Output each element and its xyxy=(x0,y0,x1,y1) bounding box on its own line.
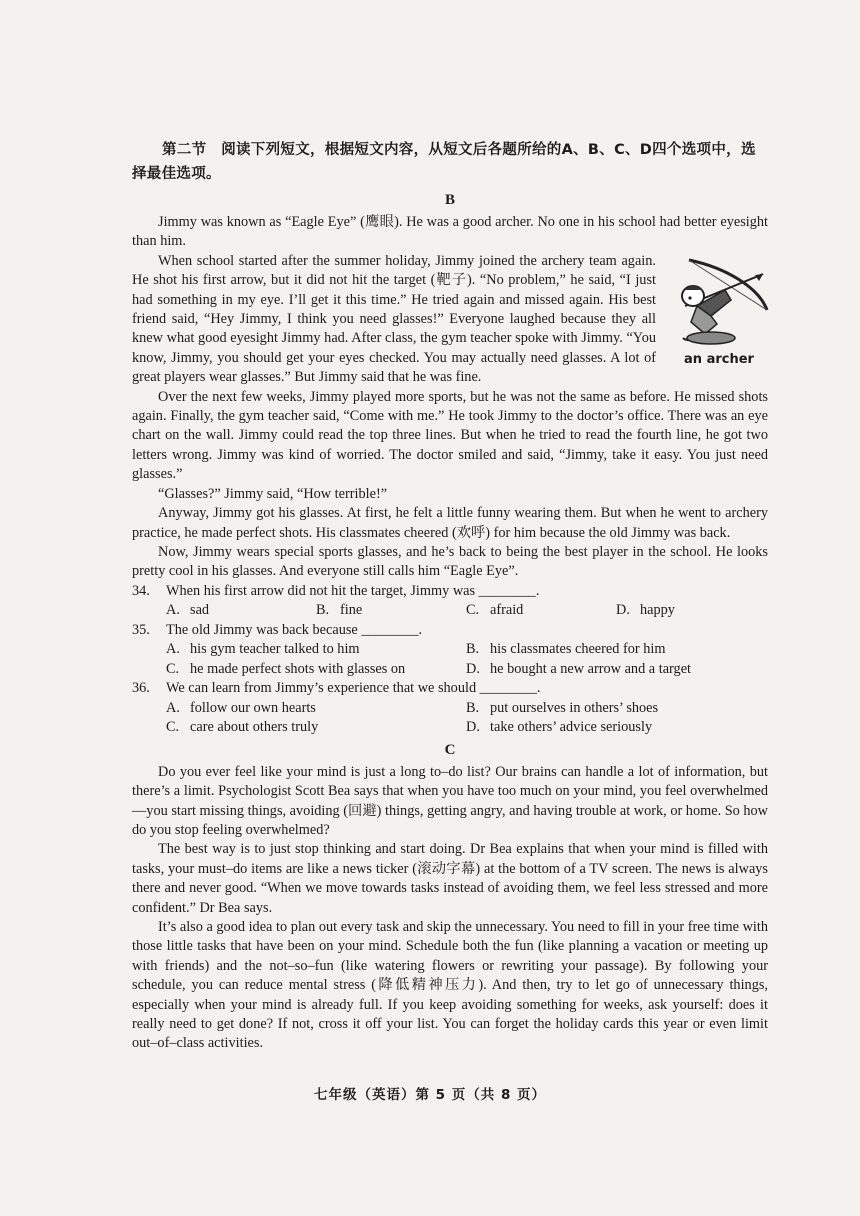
option-a[interactable]: A. follow our own hearts xyxy=(166,699,316,716)
option-b[interactable]: B. fine xyxy=(316,602,363,619)
option-d[interactable]: D. take others’ advice seriously xyxy=(466,719,653,736)
passage-c-label: C xyxy=(444,741,456,758)
archer-icon xyxy=(667,254,771,350)
passage-c-paragraph-1: Do you ever feel like your mind is just a long to–do list? Our brains can handle a lot of information, but there’s a limit. Psychologist Scott Bea says that when you have too much on your mind, you feel overwhelmed—you start missing things, avoiding (回避) things, getting angry, and having trouble at work, or home. So how do you stop feeling overwhelmed? xyxy=(132,763,769,838)
question-stem: We can learn from Jimmy’s experience that we should ________. xyxy=(166,680,541,697)
option-a[interactable]: A. his gym teacher talked to him xyxy=(166,641,360,658)
option-c[interactable]: C. care about others truly xyxy=(166,719,319,736)
option-b[interactable]: B. his classmates cheered for him xyxy=(466,641,666,658)
question-35 xyxy=(132,621,768,680)
question-stem: When his first arrow did not hit the target, Jimmy was ________. xyxy=(166,582,540,599)
archer-illustration xyxy=(664,254,774,376)
option-d[interactable]: D. he bought a new arrow and a target xyxy=(466,660,692,677)
passage-b-label: B xyxy=(444,192,455,208)
option-b[interactable]: B. put ourselves in others’ shoes xyxy=(466,699,659,716)
archer-caption: an archer xyxy=(684,351,754,367)
question-stem: The old Jimmy was back because ________. xyxy=(166,621,423,638)
question-36 xyxy=(132,679,768,738)
section-instructions: 第二节 阅读下列短文，根据短文内容，从短文后各题所给的A、B、C、D四个选项中，选择最佳选项。 xyxy=(132,142,756,182)
option-d[interactable]: D. happy xyxy=(616,602,675,619)
page-footer: 七年级（英语）第 5 页（共 8 页） xyxy=(313,1087,547,1103)
question-number: 35. xyxy=(132,621,150,638)
passage-b-paragraph-1: Jimmy was known as “Eagle Eye” (鹰眼). He was a good archer. No one in his school had better eyesight than him. xyxy=(132,214,768,250)
passage-b-paragraph-4: “Glasses?” Jimmy said, “How terrible!” xyxy=(158,485,388,502)
passage-b-paragraph-2: When school started after the summer holiday, Jimmy joined the archery team again. He shot his first arrow, but it did not hit the target (靶子). “No problem,” he said, “I just had something in my eye. I’ll get it this time.” He tried again and missed again. His best friend said, “Hey Jimmy, I think you need glasses!” Everyone laughed because they all knew what good eyesight Jimmy had. After class, the gym teacher spoke with Jimmy. “You know, Jimmy, you should get your eyes checked. You may actually need glasses. A lot of great players wear glasses.” But Jimmy said that he was fine. xyxy=(132,252,656,386)
option-a[interactable]: A. sad xyxy=(166,602,210,619)
passage-b-paragraph-3: Over the next few weeks, Jimmy played more sports, but he was not the same as before. He missed shots again. Finally, the gym teacher said, “Come with me.” He took Jimmy to the doctor’s office. There was an eye chart on the wall. Jimmy could read the top three lines. But when he tried to read the fourth line, he got two letters wrong. Jimmy was kind of worried. The doctor smiled and said, “Jimmy, take it easy. You just need glasses.” xyxy=(132,388,768,483)
option-c[interactable]: C. afraid xyxy=(466,602,524,619)
question-number: 34. xyxy=(132,582,150,599)
passage-b-paragraph-5: Anyway, Jimmy got his glasses. At first, he felt a little funny wearing them. But when he went to archery practice, he made perfect shots. His classmates cheered (欢呼) for him because the old Jimmy was back. xyxy=(132,505,768,541)
passage-c-paragraph-2: The best way is to just stop thinking and start doing. Dr Bea explains that when your mind is filled with tasks, your must–do items are like a news ticker (滚动字幕) at the bottom of a TV screen. The news is always there and never good. “When we move towards tasks instead of avoiding them, we feel less stressed and more confident.” Dr Bea says. xyxy=(132,841,768,916)
option-c[interactable]: C. he made perfect shots with glasses on xyxy=(166,660,406,677)
passage-b-paragraph-6: Now, Jimmy wears special sports glasses, and he’s back to being the best player in the school. He looks pretty cool in his glasses. And everyone still calls him “Eagle Eye”. xyxy=(132,543,768,580)
passage-c-paragraph-3: It’s also a good idea to plan out every task and skip the unnecessary. You need to fill in your free time with those little tasks that have been on your mind. Schedule both the fun (like planning a vacation or meeting up with friends) and the not–so–fun (like watering flowers or rewriting your passage). By following your schedule, you can reduce mental stress (降低精神压力). And then, try to let go of unnecessary things, especially when your mind is already full. If you keep avoiding something for weeks, ask yourself: does it really need to get done? If not, cross it off your list. You can forget the holiday cards this year or even limit out–of–class activities. xyxy=(132,918,768,1052)
question-number: 36. xyxy=(132,680,150,697)
question-34 xyxy=(132,582,768,621)
